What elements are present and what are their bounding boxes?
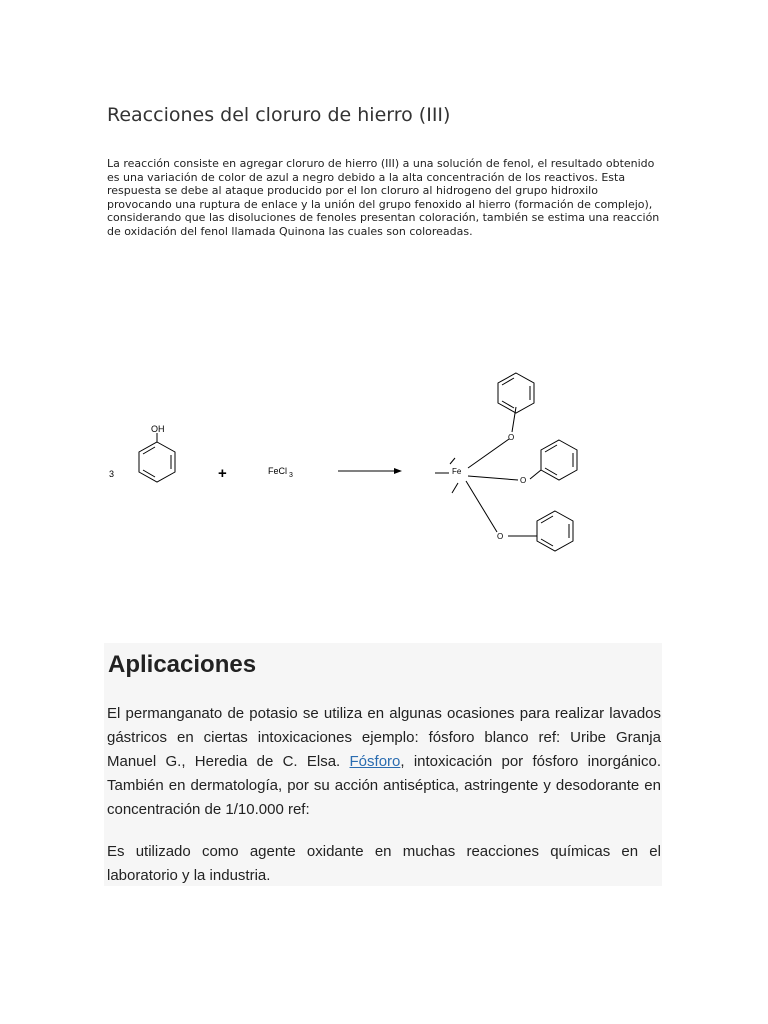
paragraph-text: , intoxicación por fósforo inorgánico. También en dermatología, por su acción antiséptica, astringente y desodorante en concentración de 1/10.000 ref: [107, 753, 662, 818]
iron-label: Fe [452, 467, 462, 476]
plus-sign: + [218, 465, 227, 482]
reagent-label: FeCl $_3$ [268, 466, 293, 479]
oxygen-label-bottom: O [497, 532, 504, 541]
applications-section [104, 643, 662, 886]
oxygen-label-middle: O [520, 476, 527, 485]
oxygen-label-top: O [508, 433, 515, 442]
reaction-arrow [338, 468, 402, 474]
page-title: Reacciones del cloruro de hierro (III) [107, 104, 451, 126]
phenol-molecule [139, 433, 175, 482]
paragraph-text: El permanganato de potasio se utiliza en algunas ocasiones para realizar lavados gástricos en ciertas intoxicaciones ejemplo: fósforo blanco ref: Uribe Granja Manuel G., Heredia de C. Elsa. [107, 705, 661, 770]
iron-complex [435, 373, 577, 551]
coefficient-label: 3 [109, 469, 115, 479]
hydroxyl-label: OH [151, 424, 165, 434]
applications-paragraph-2: Es utilizado como agente oxidante en muchas reacciones químicas en el laboratorio y la industria. [107, 843, 661, 884]
phosphorus-link[interactable]: Fósforo [349, 753, 401, 770]
reaction-diagram [100, 360, 660, 560]
intro-paragraph: La reacción consiste en agregar cloruro de hierro (III) a una solución de fenol, el resultado obtenido es una variación de color de azul a negro debido a la alta concentración de los reactivos. Esta respuesta se debe al ataque producido por el Ion cloruro al hidrogeno del grupo hidroxilo provocando una ruptura de enlace y la unión del grupo fenoxido al hierro (formación de complejo), considerando que las disoluciones de fenoles presentan coloración, también se estima una reacción de oxidación del fenol llamada Quinona las cuales son coloreadas. [107, 157, 660, 238]
applications-heading: Aplicaciones [108, 651, 257, 678]
applications-paragraph-1 [107, 702, 661, 822]
